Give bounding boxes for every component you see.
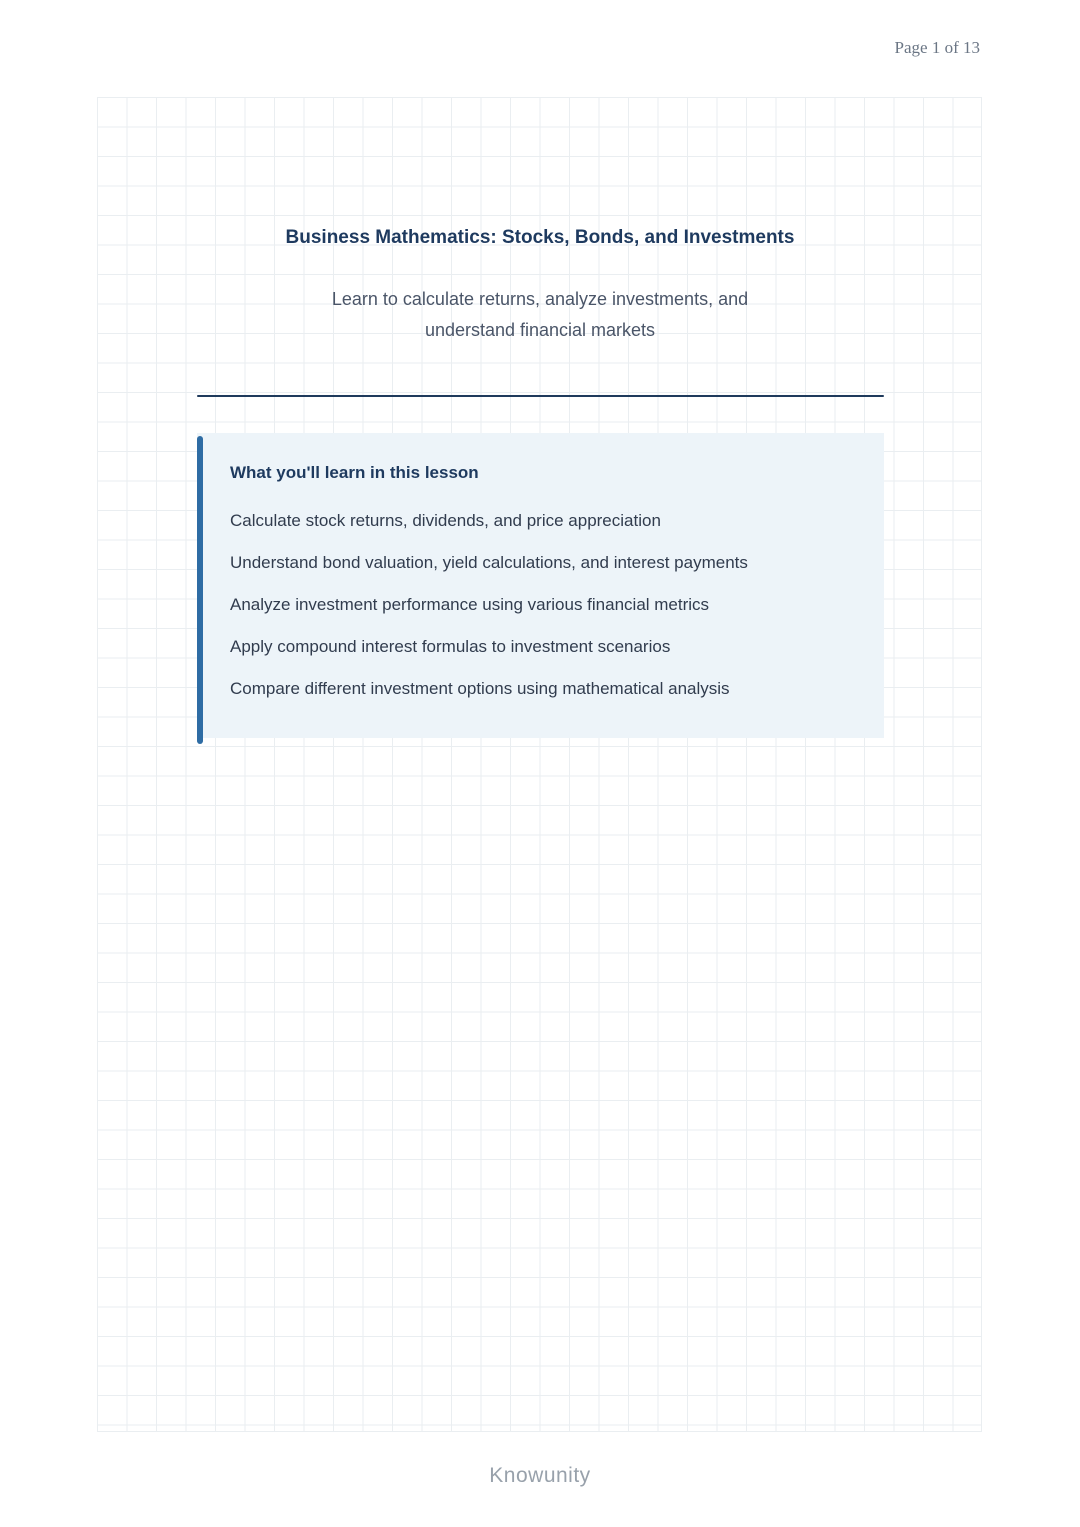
- objective-item: Calculate stock returns, dividends, and price appreciation: [230, 511, 661, 530]
- objective-item: Apply compound interest formulas to investment scenarios: [230, 637, 671, 656]
- objective-item: Compare different investment options using mathematical analysis: [230, 679, 730, 698]
- page-number: Page 1 of 13: [894, 38, 980, 57]
- objective-item: Analyze investment performance using various financial metrics: [230, 595, 710, 614]
- lesson-box-heading: What you'll learn in this lesson: [230, 463, 479, 482]
- accent-bar: [197, 436, 203, 744]
- lesson-objectives-box: [197, 433, 884, 738]
- document-title: Business Mathematics: Stocks, Bonds, and Investments: [285, 227, 795, 248]
- brand-footer: Knowunity: [489, 1464, 591, 1487]
- objective-item: Understand bond valuation, yield calculations, and interest payments: [230, 553, 748, 572]
- document-subtitle: Learn to calculate returns, analyze investments, and understand financial markets: [331, 289, 749, 340]
- divider-rule: [197, 395, 884, 397]
